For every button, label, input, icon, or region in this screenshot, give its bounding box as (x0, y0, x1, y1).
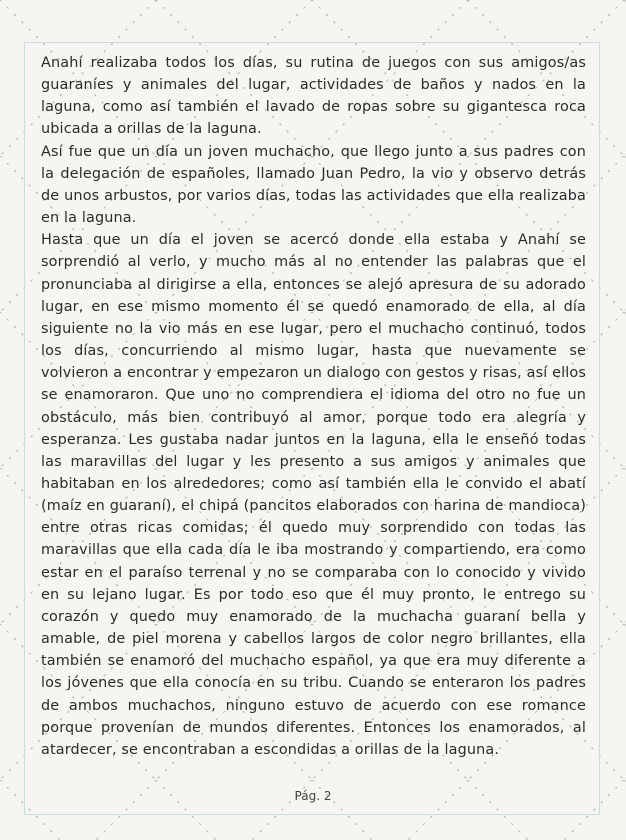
paragraph-3: Hasta que un día el joven se acercó donde ella estaba y Anahí se sorprendió al verlo, y mucho más al no entender las palabras que el pronunciaba al dirigirse a ella, entonces se alejó apresura de su adorado lugar, en ese mismo momento él se quedó enamorado de ella, al día siguiente no la vio más en ese lugar, pero el muchacho continuó, todos los días, concurriendo al mismo lugar, hasta que nuevamente se volvieron a encontrar y empezaron un dialogo con gestos y risas, así ellos se enamoraron. Que uno no comprendiera el idioma del otro no fue un obstáculo, más bien contribuyó al amor, porque todo era alegría y esperanza. Les gustaba nadar juntos en la laguna, ella le enseñó todas las maravillas del lugar y les presento a sus amigos y animales que habitaban en los alrededores; como así también ella le convido el abatí (maíz en guaraní), el chipá (pancitos elaborados con harina de mandioca) entre otras ricas comidas; él quedo muy sorprendido con todas las maravillas que ella cada día le iba mostrando y compartiendo, era como estar en el paraíso terrenal y no se comparaba con lo conocido y vivido en su lejano lugar. Es por todo eso que él muy pronto, le entrego su corazón y quedo muy enamorado de la muchacha guaraní bella y amable, de piel morena y cabellos largos de color negro brillantes, ella también se enamoró del muchacho español, ya que era muy diferente a los jóvenes que ella conocía en su tribu. Cuando se enteraron los padres de ambos muchachos, ninguno estuvo de acuerdo con ese romance porque provenían de mundos diferentes. Entonces los enamorados, al atardecer, se encontraban a escondidas a orillas de la laguna. (41, 232, 586, 758)
paragraph-2: Así fue que un día un joven muchacho, que llego junto a sus padres con la delegación de españoles, llamado Juan Pedro, la vio y observo detrás de unos arbustos, por varios días, todas las actividades que ella realizaba en la laguna. (41, 143, 586, 227)
document-body (41, 52, 586, 761)
page-number: Pág. 2 (294, 789, 332, 803)
paragraph-1: Anahí realizaba todos los días, su rutina de juegos con sus amigos/as guaraníes y animales del lugar, actividades de baños y nados en la laguna, como así también el lavado de ropas sobre su gigantesca roca ubicada a orillas de la laguna. (41, 55, 586, 138)
